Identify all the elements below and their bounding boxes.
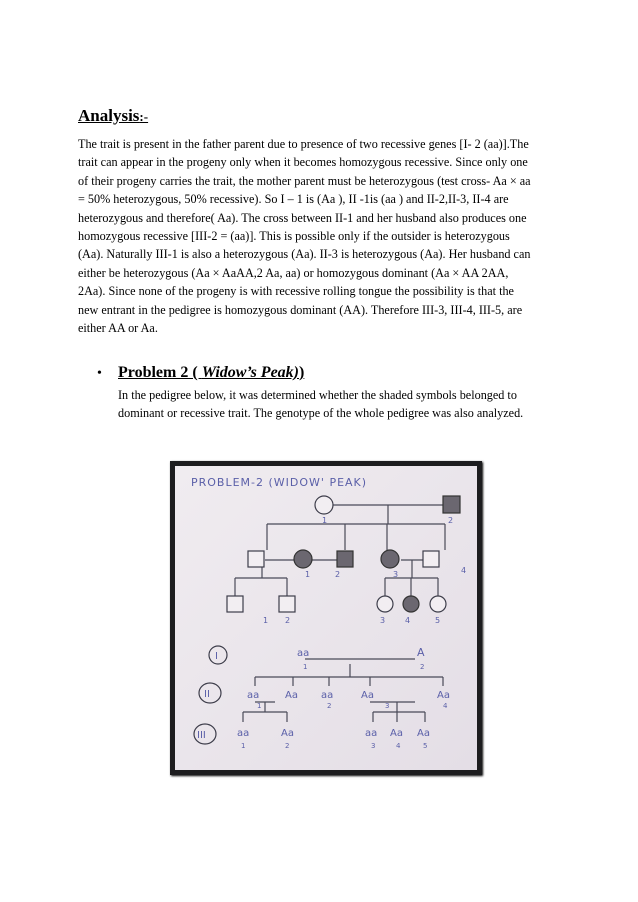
pedigree-label: 1 [305,570,311,579]
genotype-label: 1 [303,663,308,671]
genotype-label: aa [297,648,310,659]
male-affected-symbol [337,551,353,567]
female-unaffected-symbol [377,596,393,612]
female-unaffected-symbol [430,596,446,612]
problem-title-suffix: ) [299,364,305,381]
analysis-heading [78,106,148,126]
analysis-line: The trait is present in the father parent due to presence of two recessive genes [I- 2 (aa)].The [78,137,529,151]
pedigree-label: 5 [435,616,441,625]
pedigree-label: 3 [380,616,386,625]
genotype-label: Aa [417,728,430,739]
genotype-label: aa [237,728,250,739]
problem-title-italic: Widow’s Peak) [201,364,300,381]
pedigree-drawing [175,466,477,770]
genotype-label: Aa [437,690,450,701]
bullet-icon: • [97,366,102,381]
analysis-paragraph [78,135,564,337]
female-affected-symbol [403,596,419,612]
genotype-label: Aa [390,728,403,739]
female-affected-symbol [294,550,312,568]
genotype-label: aa [321,690,334,701]
genotype-label: 5 [423,742,428,750]
female-unaffected-symbol [315,496,333,514]
pedigree-label: 2 [448,516,454,525]
male-unaffected-symbol [423,551,439,567]
generation-numeral: I [215,651,218,662]
genotype-label: Aa [285,690,298,701]
analysis-line: heterozygous and therefore( Aa). The cross between II-1 and her husband also produces one [78,210,527,225]
genotype-label: 4 [443,702,448,710]
genotype-label: 2 [285,742,290,750]
pedigree-label: 1 [322,516,328,525]
analysis-line: (Aa). Naturally III-1 is also a heterozygous (Aa). II-3 is heterozygous (Aa). Her husband can [78,247,531,262]
problem-description-line: dominant or recessive trait. The genotype of the whole pedigree was also analyzed. [118,406,524,421]
male-affected-symbol [443,496,460,513]
analysis-heading-suffix: :- [139,109,149,124]
male-unaffected-symbol [279,596,295,612]
genotype-label: 1 [257,702,262,710]
analysis-heading-text: Analysis [78,106,140,125]
female-affected-symbol [381,550,399,568]
generation-numeral: III [197,730,206,741]
analysis-line: = 50% heterozygous, 50% recessive). So I – 1 is (Aa ), II -1is (aa ) and II-2,II-3, II-4 are [78,192,509,207]
analysis-line: new entrant in the pedigree is homozygous dominant (AA). Therefore III-3, III-4, III-5, are [78,302,523,317]
analysis-line: 2Aa). Since none of the progeny is with recessive rolling tongue the possibility is that the [78,284,514,299]
photo-header: PROBLEM-2 (WIDOW' PEAK) [191,476,368,489]
genotype-label: 1 [241,742,246,750]
pedigree-label: 2 [285,616,291,625]
pedigree-label: 3 [393,570,399,579]
analysis-line: either AA or Aa. [78,321,158,336]
genotype-label: aa [365,728,378,739]
analysis-line: trait can appear in the progeny only when it becomes homozygous recessive. Since only one [78,155,528,170]
pedigree-label: 2 [335,570,341,579]
male-unaffected-symbol [227,596,243,612]
analysis-line: of their progeny carries the trait, the mother parent must be heterozygous (test cross- Aa × aa [78,173,531,188]
generation-numeral: II [204,689,210,700]
pedigree-label: 4 [405,616,411,625]
genotype-label: 2 [420,663,425,671]
genotype-label: Aa [281,728,294,739]
problem-description [118,386,568,422]
analysis-line: homozygous recessive [III-2 = (aa)]. This is possible only if the outsider is heterozygous [78,229,510,244]
pedigree-photo [170,461,482,775]
problem-description-line: In the pedigree below, it was determined whether the shaded symbols belonged to [118,388,517,402]
problem-title-prefix: Problem 2 ( [118,364,202,381]
genotype-label: Aa [361,690,374,701]
problem-title [118,364,304,382]
analysis-line: either be heterozygous (Aa × AaAA,2 Aa, aa) or homozygous dominant (Aa × AA 2AA, [78,265,509,280]
male-unaffected-symbol [248,551,264,567]
genotype-label: 3 [371,742,376,750]
pedigree-label: 1 [263,616,269,625]
genotype-label: 2 [327,702,332,710]
pedigree-label: 4 [461,566,467,575]
genotype-label: 3 [385,702,390,710]
genotype-label: 4 [396,742,401,750]
genotype-label: A [417,646,425,659]
genotype-label: aa [247,690,260,701]
